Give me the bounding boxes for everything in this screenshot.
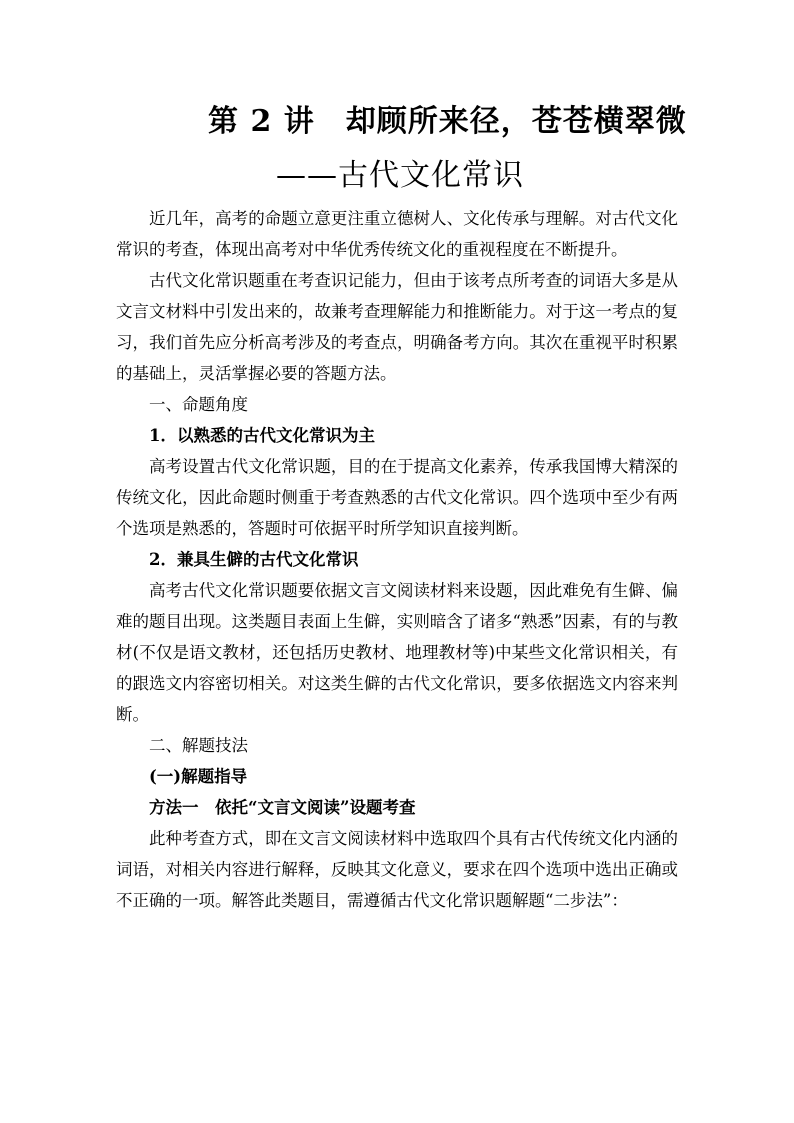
paragraph-overview: 古代文化常识题重在考查识记能力，但由于该考点所考查的词语大多是从文言文材料中引发出来的，故兼考查理解能力和推断能力。对于这一考点的复习，我们首先应分析高考涉及的考查点，明确备考方向。其次在重视平时积累的基础上，灵活掌握必要的答题方法。	[116, 271, 678, 383]
paragraph-intro: 近几年，高考的命题立意更注重立德树人、文化传承与理解。对古代文化常识的考查，体现出高考对中华优秀传统文化的重视程度在不断提升。	[116, 209, 678, 259]
section-heading-2: 二、解题技法	[149, 736, 248, 755]
section-heading-1: 一、命题角度	[149, 395, 248, 414]
method-heading-1: 方法一 依托“文言文阅读”设题考查	[149, 798, 416, 817]
paragraph-method: 此种考查方式，即在文言文阅读材料中选取四个具有古代传统文化内涵的词语，对相关内容进行解释，反映其文化意义，要求在四个选项中选出正确或不正确的一项。解答此类题目，需遵循古代文化常识题解题“二步法”：	[116, 829, 678, 910]
paragraph-obscure: 高考古代文化常识题要依据文言文阅读材料来设题，因此难免有生僻、偏难的题目出现。这类题目表面上生僻，实则暗含了诸多“熟悉”因素，有的与教材(不仅是语文教材，还包括历史教材、地理教材等)中某些文化常识相关，有的跟选文内容密切相关。对这类生僻的古代文化常识，要多依据选文内容来判断。	[116, 581, 678, 724]
subsection-heading-guide: (一)解题指导	[149, 767, 248, 786]
subsection-heading-1: 1．以熟悉的古代文化常识为主	[149, 426, 375, 445]
paragraph-familiar: 高考设置古代文化常识题，目的在于提高文化素养，传承我国博大精深的传统文化，因此命题时侧重于考查熟悉的古代文化常识。四个选项中至少有两个选项是熟悉的，答题时可依据平时所学知识直接判断。	[116, 457, 678, 538]
page-title: 第 2 讲 却顾所来径，苍苍横翠微	[208, 104, 687, 139]
subsection-heading-2: 2．兼具生僻的古代文化常识	[149, 550, 359, 569]
page-subtitle: ——古代文化常识	[276, 158, 524, 193]
document-body	[116, 203, 678, 916]
